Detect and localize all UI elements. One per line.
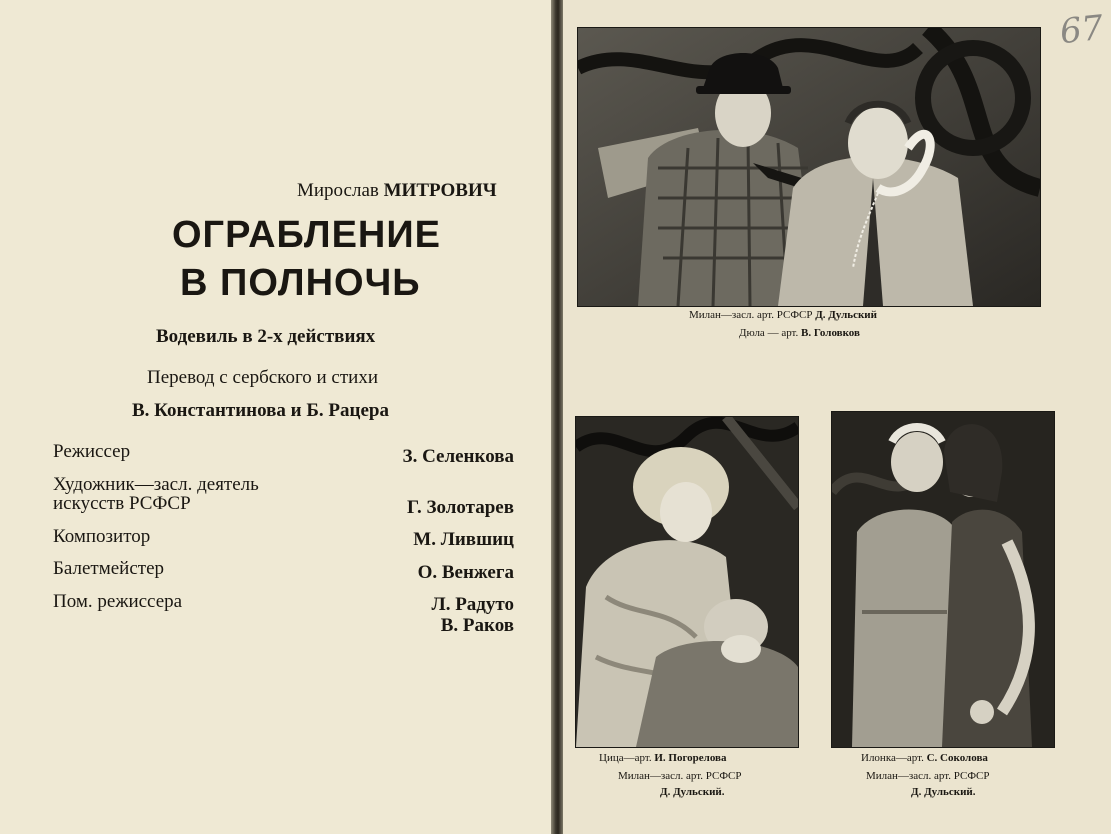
right-page	[563, 0, 1111, 834]
caption-role: Илонка—арт.	[861, 752, 924, 764]
photo-right-caption-line-1	[861, 752, 988, 764]
credit-role-assistant-director: Пом. режиссера	[53, 591, 183, 612]
photo-scene-milan-dyula	[577, 27, 1041, 307]
author-name	[297, 180, 497, 202]
book-spine	[551, 0, 563, 834]
caption-actor-name: С. Соколова	[926, 752, 988, 764]
left-page	[0, 0, 551, 834]
author-first-name: Мирослав	[297, 180, 379, 201]
caption-role: Дюла — арт.	[739, 327, 799, 339]
handwritten-page-number: 67	[1058, 7, 1106, 53]
credit-person-composer: М. Лившиц	[413, 529, 514, 550]
caption-role: Цица—арт.	[599, 752, 652, 764]
credit-person-assistant-director-2: В. Раков	[440, 615, 514, 636]
credit-person-director: З. Селенкова	[402, 446, 514, 467]
translators: В. Константинова и Б. Рацера	[132, 400, 389, 421]
photo-scene-tsitsa-milan	[575, 416, 799, 748]
credit-person-assistant-director: Л. Радуто	[431, 594, 514, 615]
photo-scene-image	[832, 412, 1054, 747]
photo-right-caption-line-3: Д. Дульский.	[911, 786, 976, 798]
credit-role-composer: Композитор	[53, 526, 151, 547]
credit-role-designer-line-2: искусств РСФСР	[53, 493, 191, 514]
photo-top-caption-line-2	[739, 327, 860, 339]
author-last-name: МИТРОВИЧ	[383, 180, 497, 201]
photo-scene-ilonka-milan	[831, 411, 1055, 748]
caption-actor-name: Д. Дульский	[815, 309, 877, 321]
play-subtitle: Водевиль в 2-х действиях	[156, 326, 376, 347]
photo-right-caption-line-2: Милан—засл. арт. РСФСР	[866, 770, 990, 782]
photo-left-caption-line-2: Милан—засл. арт. РСФСР	[618, 770, 742, 782]
photo-left-caption-line-3: Д. Дульский.	[660, 786, 725, 798]
play-title-line-2: В ПОЛНОЧЬ	[180, 262, 421, 304]
credit-role-choreographer: Балетмейстер	[53, 558, 165, 579]
play-title-line-1: ОГРАБЛЕНИЕ	[172, 214, 442, 256]
photo-top-caption-line-1	[689, 309, 877, 321]
credit-role-designer: Художник—засл. деятель	[53, 474, 259, 495]
photo-left-caption-line-1	[599, 752, 727, 764]
caption-actor-name: В. Головков	[801, 327, 860, 339]
credit-role-director: Режиссер	[53, 441, 131, 462]
photo-scene-image	[576, 417, 798, 747]
photo-scene-image	[578, 28, 1040, 306]
credit-person-designer: Г. Золотарев	[407, 497, 514, 518]
translation-note: Перевод с сербского и стихи	[147, 367, 379, 388]
caption-role: Милан—засл. арт. РСФСР	[689, 309, 813, 321]
caption-actor-name: И. Погорелова	[654, 752, 727, 764]
credit-person-choreographer: О. Венжега	[417, 562, 514, 583]
